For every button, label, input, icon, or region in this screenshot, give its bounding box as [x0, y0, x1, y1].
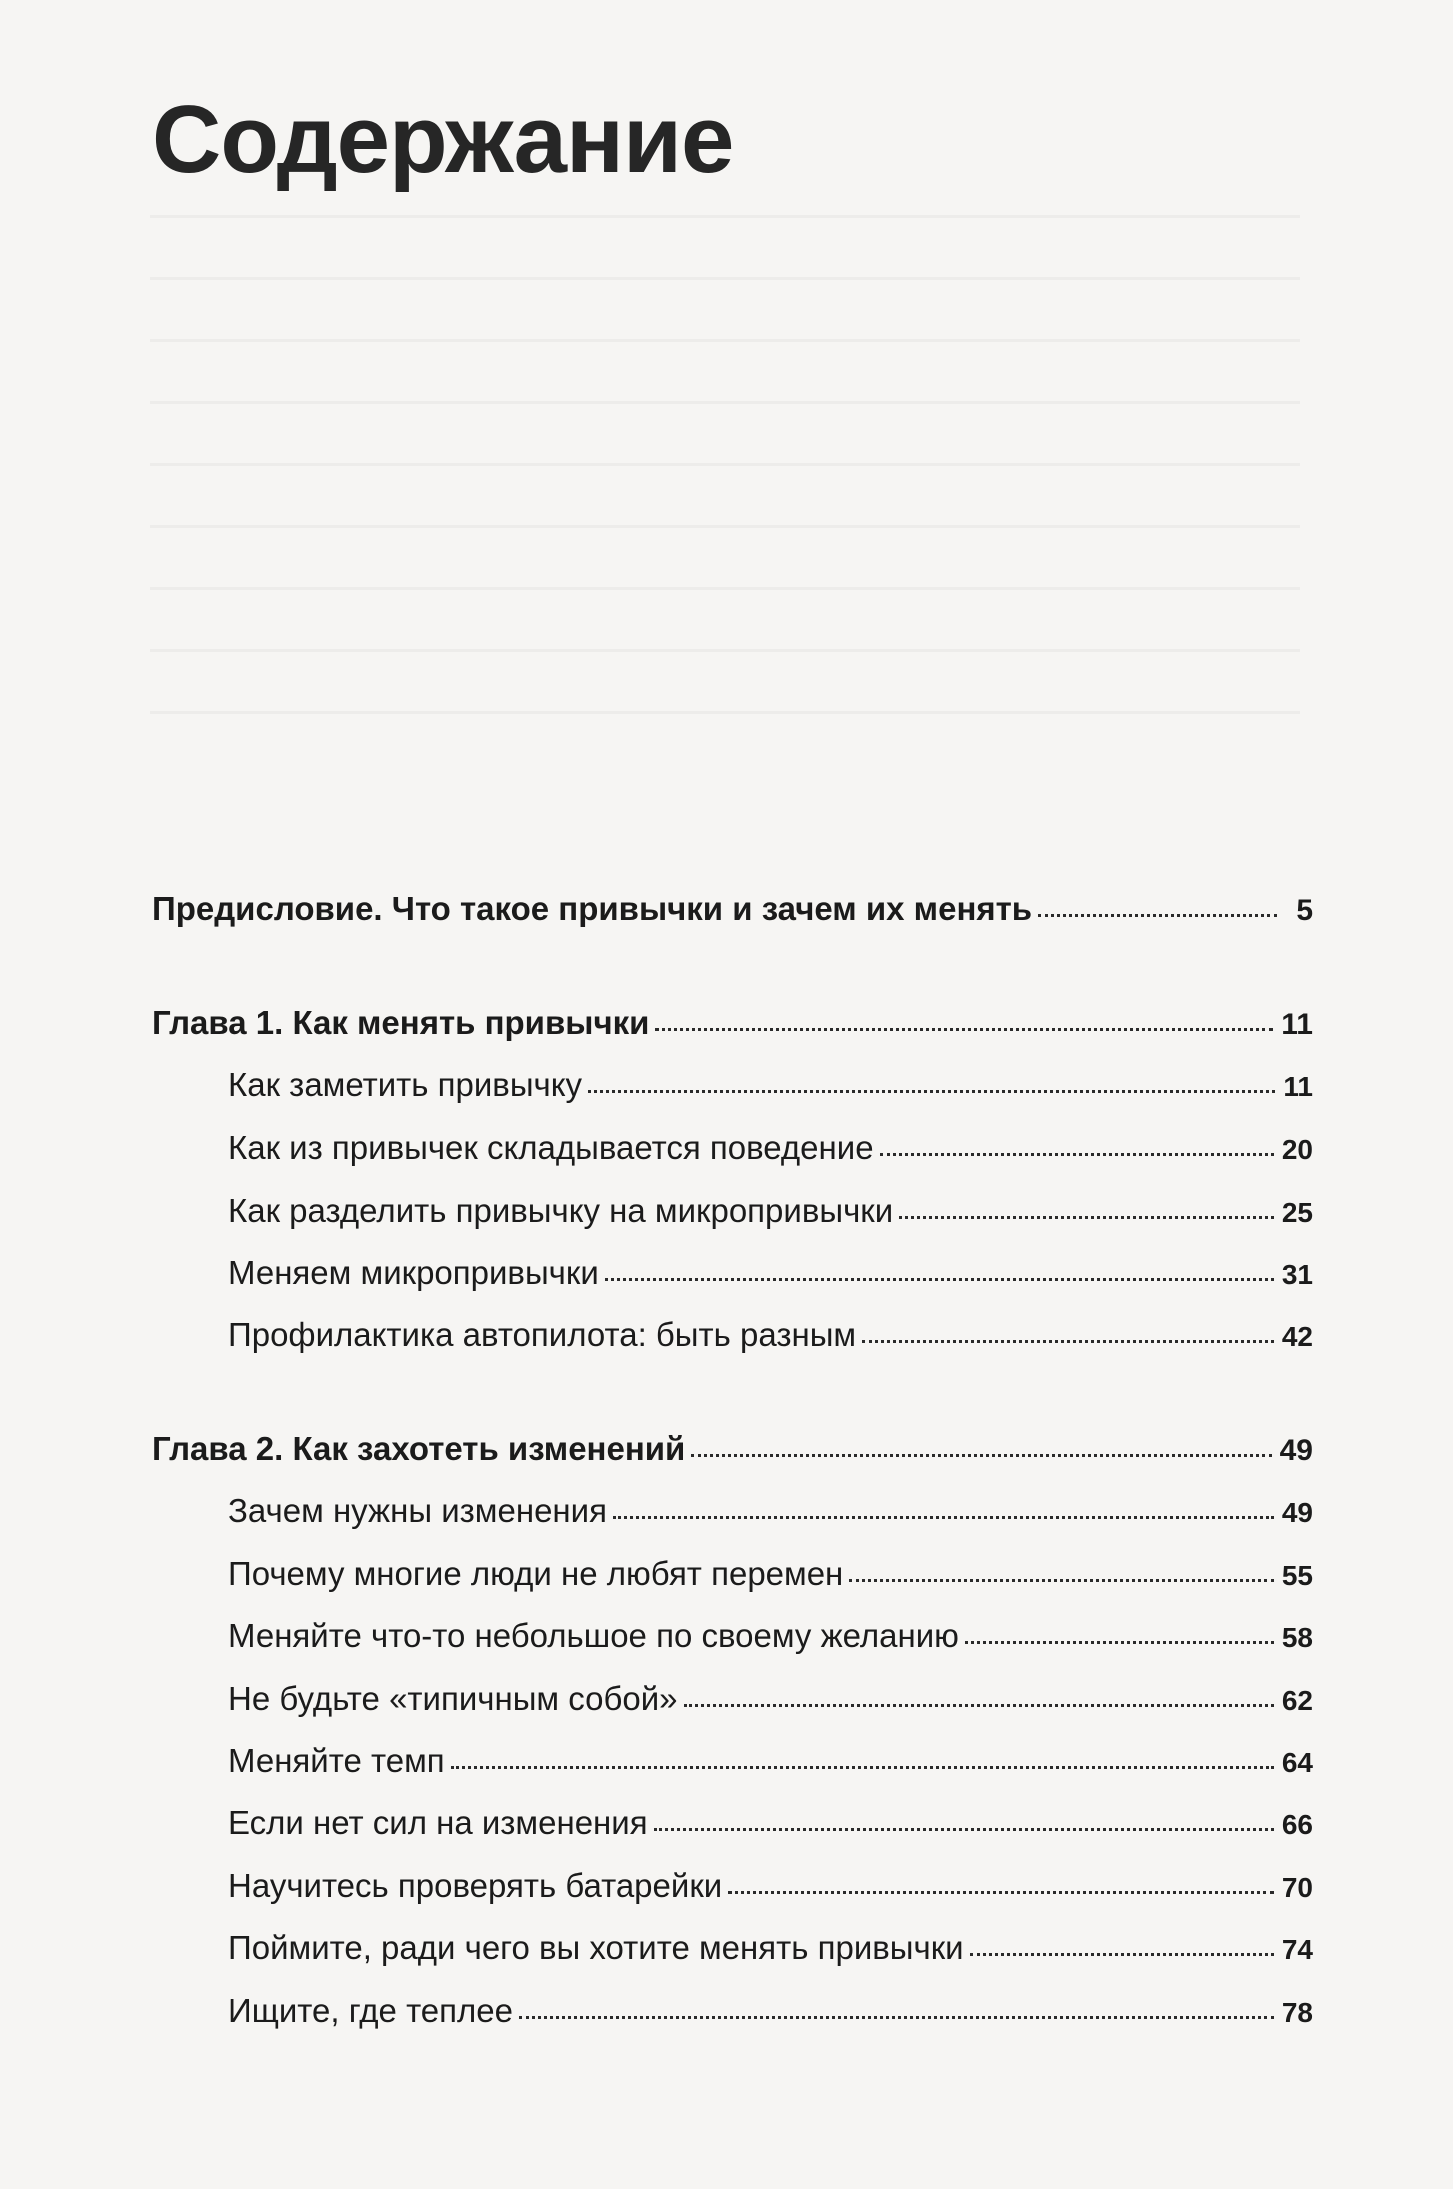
toc-section-entry — [228, 1619, 1313, 1652]
toc-entry-label: Как из привычек складывается поведение — [228, 1129, 874, 1166]
toc-section-entry — [228, 1557, 1313, 1590]
toc-entry-label: Меняем микропривычки — [228, 1254, 599, 1291]
page-title: Содержание — [152, 86, 734, 193]
dot-leader — [451, 1766, 1274, 1769]
toc-page-number: 42 — [1281, 1321, 1313, 1352]
toc-page-number: 78 — [1281, 1997, 1313, 2028]
toc-entry-label: Глава 1. Как менять привычки — [152, 1004, 650, 1041]
dot-leader — [849, 1579, 1274, 1582]
dot-leader — [1038, 914, 1277, 917]
dot-leader — [654, 1828, 1274, 1831]
toc-page-number: 55 — [1281, 1560, 1313, 1591]
toc-entry-label: Ищите, где теплее — [228, 1992, 513, 2029]
toc-entry-label: Меняйте темп — [228, 1742, 445, 1779]
dot-leader — [588, 1090, 1275, 1093]
toc-page-number: 66 — [1281, 1809, 1313, 1840]
toc-section-entry — [228, 1931, 1313, 1964]
dot-leader — [655, 1028, 1273, 1031]
toc-page-number: 11 — [1281, 1008, 1313, 1041]
toc-page-number: 25 — [1281, 1197, 1313, 1228]
dot-leader — [965, 1641, 1274, 1644]
toc-section-entry — [228, 1994, 1313, 2027]
toc-page-number: 49 — [1281, 1497, 1313, 1528]
dot-leader — [684, 1704, 1274, 1707]
toc-entry-label: Зачем нужны изменения — [228, 1492, 607, 1529]
dot-leader — [728, 1891, 1274, 1894]
toc-entry-label: Как разделить привычку на микропривычки — [228, 1192, 894, 1229]
toc-chapter-entry — [152, 1006, 1313, 1040]
toc-entry-label: Не будьте «типичным собой» — [228, 1680, 678, 1717]
dot-leader — [519, 2016, 1274, 2019]
toc-section-entry — [228, 1068, 1313, 1101]
toc-section-entry — [228, 1494, 1313, 1527]
toc-entry-label: Почему многие люди не любят перемен — [228, 1555, 844, 1592]
dot-leader — [862, 1340, 1274, 1343]
dot-leader — [880, 1153, 1274, 1156]
toc-section-entry — [228, 1682, 1313, 1715]
dot-leader — [691, 1454, 1271, 1457]
toc-section-entry — [228, 1194, 1313, 1227]
toc-entry-label: Поймите, ради чего вы хотите менять привычки — [228, 1929, 964, 1966]
toc-page-number: 64 — [1281, 1747, 1313, 1778]
toc-section-entry — [228, 1806, 1313, 1839]
toc-section-entry — [228, 1869, 1313, 1902]
toc-entry-label: Если нет сил на изменения — [228, 1804, 648, 1841]
toc-page-number: 62 — [1281, 1685, 1313, 1716]
toc-entry-label: Профилактика автопилота: быть разным — [228, 1316, 857, 1353]
toc-entry-label: Глава 2. Как захотеть изменений — [152, 1430, 686, 1467]
toc-entry-label: Научитесь проверять батарейки — [228, 1867, 723, 1904]
toc-section-entry — [228, 1131, 1313, 1164]
toc-section-entry — [228, 1256, 1313, 1289]
dot-leader — [613, 1516, 1274, 1519]
toc-entry-label: Меняйте что-то небольшое по своему желанию — [228, 1617, 959, 1654]
toc-page-number: 11 — [1283, 1071, 1313, 1102]
toc-page-number: 74 — [1281, 1934, 1313, 1965]
toc-page-number: 49 — [1279, 1434, 1313, 1467]
toc-section-entry — [228, 1744, 1313, 1777]
toc-chapter-entry — [152, 892, 1313, 926]
toc-entry-label: Как заметить привычку — [228, 1066, 583, 1103]
toc-page-number: 58 — [1281, 1622, 1313, 1653]
toc-page-number: 5 — [1296, 894, 1313, 927]
toc-entry-label: Предисловие. Что такое привычки и зачем их менять — [152, 890, 1033, 927]
toc-page-number: 70 — [1281, 1872, 1313, 1903]
toc-section-entry — [228, 1318, 1313, 1351]
toc-chapter-entry — [152, 1432, 1313, 1466]
dot-leader — [605, 1278, 1274, 1281]
toc-page-number: 20 — [1281, 1134, 1313, 1165]
dot-leader — [970, 1953, 1274, 1956]
toc-page-number: 31 — [1281, 1259, 1313, 1290]
dot-leader — [899, 1216, 1274, 1219]
